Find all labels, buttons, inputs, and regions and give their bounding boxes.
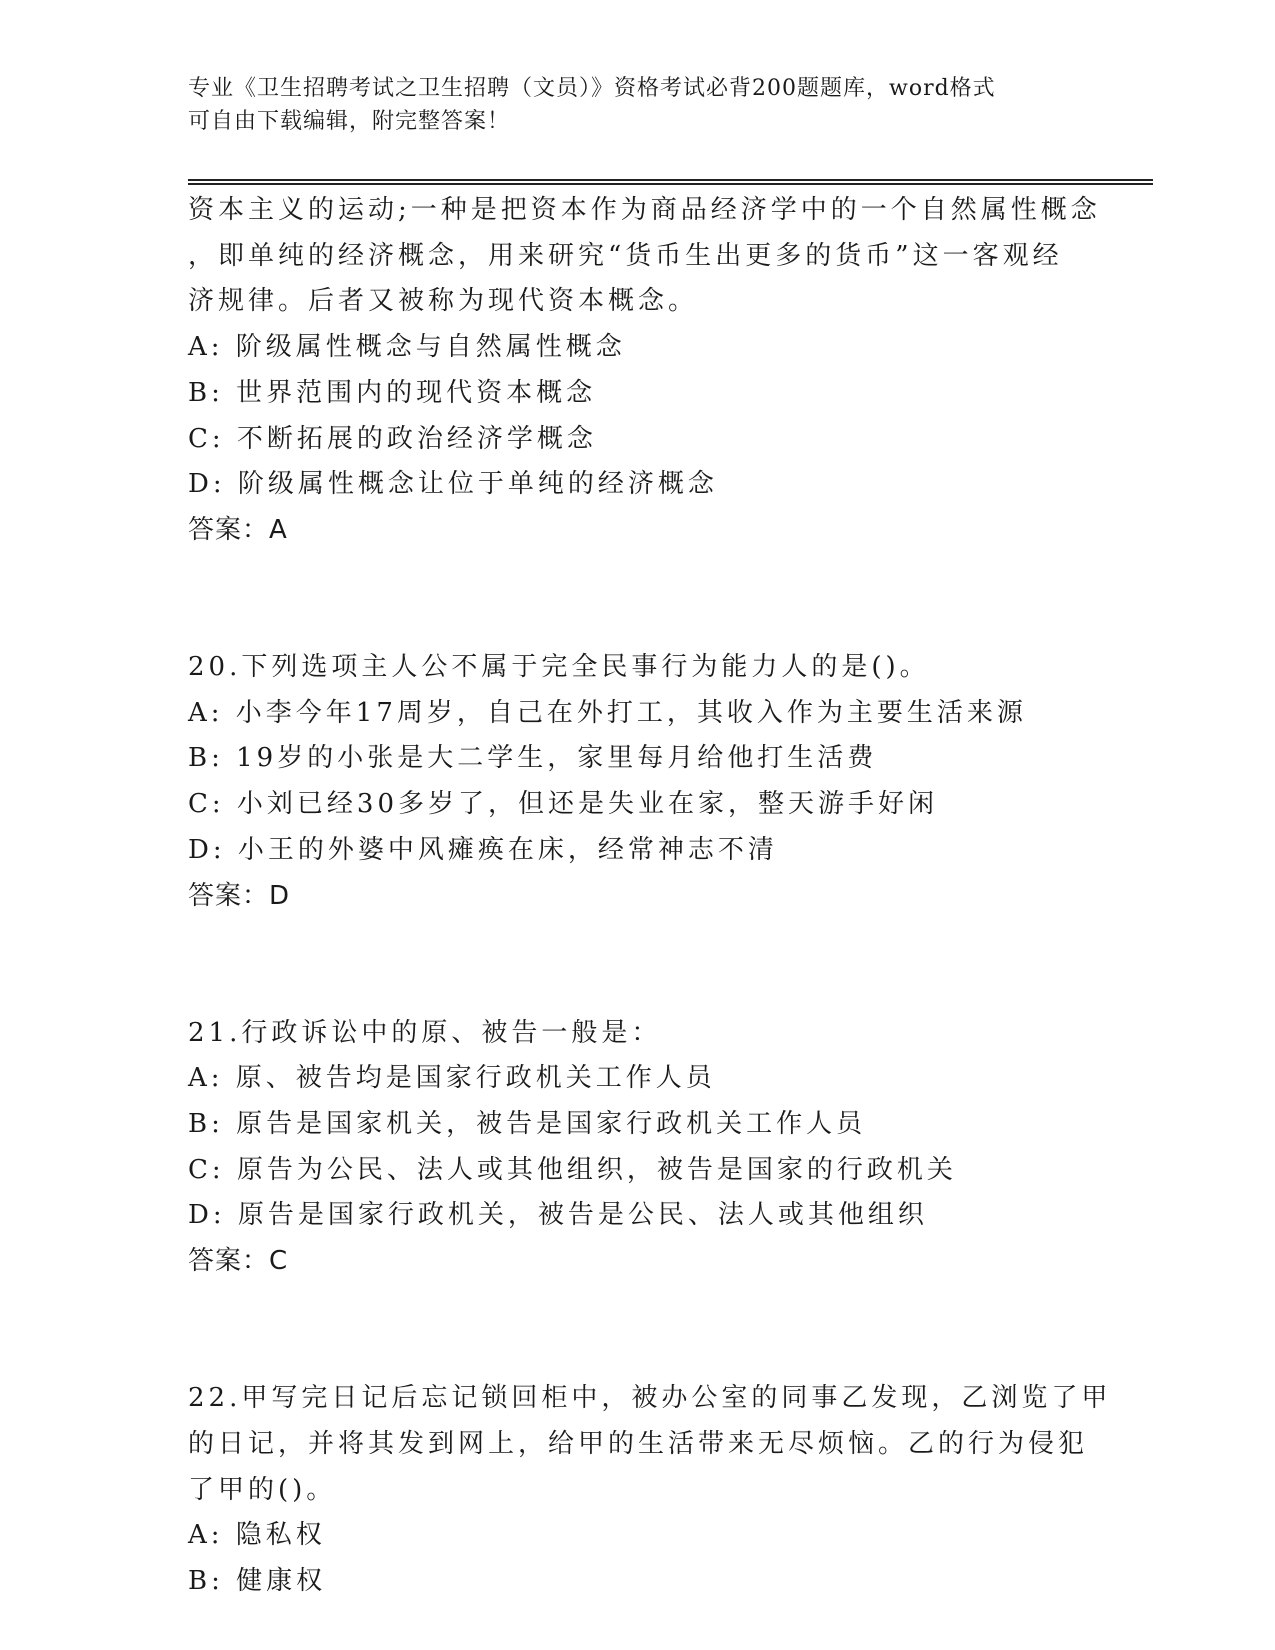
question-block-20 <box>188 645 1088 919</box>
option-c: C: 小刘已经30多岁了，但还是失业在家，整天游手好闲 <box>188 789 939 820</box>
question-text-line: 的日记，并将其发到网上，给甲的生活带来无尽烦恼。乙的行为侵犯 <box>188 1428 1089 1459</box>
option-b: B: 世界范围内的现代资本概念 <box>188 377 597 408</box>
option-a: A: 小李今年17周岁，自己在外打工，其收入作为主要生活来源 <box>188 697 1027 728</box>
option-d: D: 原告是国家行政机关，被告是公民、法人或其他组织 <box>188 1200 928 1231</box>
question-list <box>188 188 1112 1605</box>
answer-label: 答案：D <box>188 880 291 911</box>
question-text-line: 了甲的()。 <box>188 1474 337 1505</box>
option-c: C: 原告为公民、法人或其他组织，被告是国家的行政机关 <box>188 1154 957 1185</box>
question-text-line: 济规律。后者又被称为现代资本概念。 <box>188 286 699 317</box>
question-text-line: 资本主义的运动;一种是把资本作为商品经济学中的一个自然属性概念 <box>188 195 1101 225</box>
question-block-19-continuation <box>188 188 1101 554</box>
answer-label: 答案：A <box>188 514 288 545</box>
option-a: A: 原、被告均是国家行政机关工作人员 <box>188 1063 716 1094</box>
question-text-line: 21.行政诉讼中的原、被告一般是： <box>188 1017 662 1048</box>
document-header <box>188 72 1088 138</box>
option-b: B: 健康权 <box>188 1566 327 1597</box>
question-text-line: 22.甲写完日记后忘记锁回柜中，被办公室的同事乙发现，乙浏览了甲 <box>188 1383 1112 1414</box>
header-title-line-2: 可自由下载编辑，附完整答案！ <box>188 109 511 134</box>
question-block-21 <box>188 1011 1088 1285</box>
option-b: B: 19岁的小张是大二学生，家里每月给他打生活费 <box>188 743 878 774</box>
question-block-22 <box>188 1376 1112 1605</box>
answer-label: 答案：C <box>188 1246 289 1277</box>
option-d: D: 小王的外婆中风瘫痪在床，经常神志不清 <box>188 834 778 865</box>
question-text-line: ，即单纯的经济概念，用来研究“货币生出更多的货币”这一客观经 <box>188 240 1063 271</box>
option-c: C: 不断拓展的政治经济学概念 <box>188 423 597 454</box>
option-d: D: 阶级属性概念让位于单纯的经济概念 <box>188 469 718 500</box>
option-b: B: 原告是国家机关，被告是国家行政机关工作人员 <box>188 1109 867 1140</box>
option-a: A: 隐私权 <box>188 1520 326 1551</box>
header-title-line-1: 专业《卫生招聘考试之卫生招聘（文员）》资格考试必背200题题库，word格式 <box>188 76 996 101</box>
question-text-line: 20.下列选项主人公不属于完全民事行为能力人的是()。 <box>188 652 930 683</box>
option-a: A: 阶级属性概念与自然属性概念 <box>188 332 626 363</box>
header-divider <box>188 179 1153 185</box>
